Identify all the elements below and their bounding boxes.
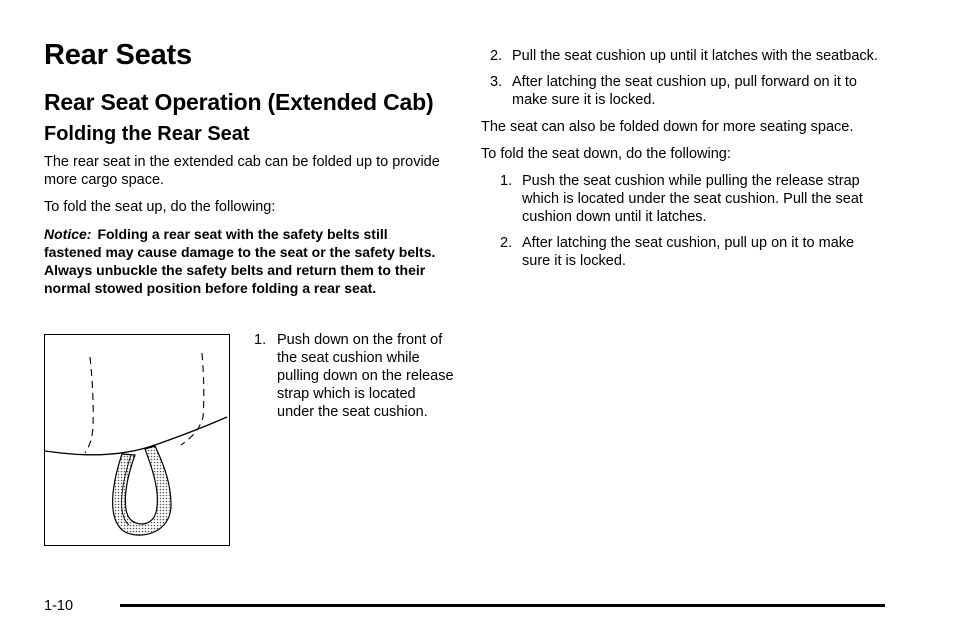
fold-up-step [254,331,454,421]
notice-text: Folding a rear seat with the safety belts still fastened may cause damage to the seat or the safety belts. Always unbuckle the safety belts and return them to their normal stowed position before folding a rear seat. [44,226,436,297]
step-text: After latching the seat cushion up, pull forward on it to make sure it is locked. [512,74,857,108]
fold-down-step [481,172,881,226]
left-column [44,40,444,297]
fold-up-step-1-block [254,331,454,430]
fold-up-step [481,47,881,65]
page-number: 1-10 [44,598,74,614]
fold-up-steps-part2 [481,47,881,109]
notice-label: Notice: [44,226,92,243]
step-text: Pull the seat cushion up until it latches with the seatback. [512,48,878,64]
right-column [481,47,881,279]
fold-up-step [481,73,881,109]
section-title: Rear Seat Operation (Extended Cab) [44,88,434,115]
step-number: 1. [500,173,513,189]
seat-release-strap-illustration [44,334,230,546]
step-number: 1. [254,332,267,348]
intro-paragraph: The rear seat in the extended cab can be folded up to provide more cargo space. [44,154,440,189]
seat-release-strap-drawing [45,335,228,544]
fold-down-steps [481,172,881,270]
notice [44,225,444,297]
step-text: After latching the seat cushion, pull up on it to make sure it is locked. [522,235,855,269]
fold-down-intro: The seat can also be folded down for more seating space. [481,119,854,135]
step-text: Push down on the front of the seat cushion while pulling down on the release strap which is located under the seat cushion. [277,332,454,420]
fold-down-lead: To fold the seat down, do the following: [481,146,731,162]
step-number: 2. [490,48,503,64]
step-number: 2. [500,235,513,251]
footer-divider [120,604,885,607]
seat-cushion-edge [45,417,227,455]
seat-seam-left [85,357,93,453]
release-strap [113,446,171,535]
subsection-title: Folding the Rear Seat [44,123,250,146]
step-text: Push the seat cushion while pulling the release strap which is located under the seat cushion. Pull the seat cushion down until it latches. [522,173,863,225]
page-title: Rear Seats [44,39,192,71]
fold-up-steps-part1 [254,331,454,421]
fold-down-step [481,234,881,270]
step-number: 3. [490,74,503,90]
fold-up-lead: To fold the seat up, do the following: [44,199,276,216]
